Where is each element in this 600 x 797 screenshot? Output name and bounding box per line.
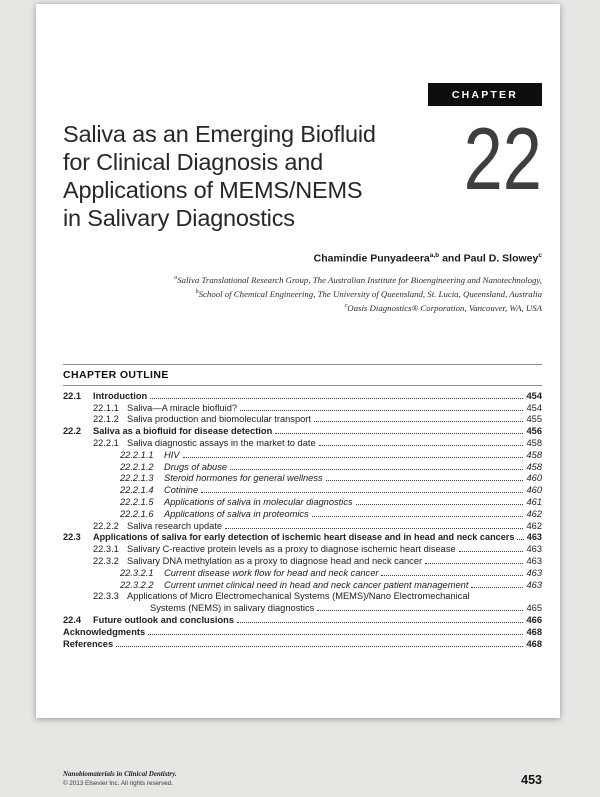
toc-entry <box>63 426 542 438</box>
toc-entry-title: Future outlook and conclusions <box>93 614 235 625</box>
dotted-leader <box>326 480 524 481</box>
toc-entry <box>120 580 542 592</box>
toc-entry <box>63 615 542 627</box>
toc-entry-number: 22.1.1 <box>93 402 119 413</box>
toc-entry <box>63 627 542 639</box>
toc-page-number: 468 <box>526 626 542 637</box>
toc-entry-title: Salivary C-reactive protein levels as a proxy to diagnose ischemic heart disease <box>127 544 456 555</box>
toc-page-number: 468 <box>526 638 542 649</box>
toc-entry-title: Applications of saliva in proteomics <box>164 508 309 519</box>
toc-entry-number: 22.2 <box>63 426 82 437</box>
dotted-leader <box>148 634 523 635</box>
dotted-leader <box>230 469 523 470</box>
toc-entry-number: 22.2.1.6 <box>120 508 154 519</box>
toc-page-number: 454 <box>526 390 542 401</box>
toc-entry-title: HIV <box>164 449 180 460</box>
toc-entry <box>93 438 542 450</box>
affiliation-text: Oasis Diagnostics® Corporation, Vancouver, WA, USA <box>347 303 542 314</box>
dotted-leader <box>356 504 524 505</box>
authors-connector: and <box>439 252 464 265</box>
toc-entry-title: Drugs of abuse <box>164 461 228 472</box>
toc-page-number: 460 <box>526 473 542 484</box>
affiliation-superscript: c <box>344 303 348 310</box>
toc-entry <box>63 639 542 651</box>
chapter-title-line: Applications of MEMS/NEMS <box>63 177 363 203</box>
toc-entry-title: Saliva—A miracle biofluid? <box>127 402 238 413</box>
toc-entry-title: Saliva research update <box>127 520 223 531</box>
toc-entry-number: 22.1.2 <box>93 414 119 425</box>
affiliation-text: Saliva Translational Research Group, The Australian Institute for Bioengineering and Nanotechnology, <box>177 274 542 285</box>
dotted-leader <box>517 539 523 540</box>
dotted-leader <box>150 398 523 399</box>
dotted-leader <box>240 410 523 411</box>
dotted-leader <box>319 445 524 446</box>
affiliation-superscript: b <box>195 288 199 295</box>
toc-page-number: 454 <box>526 402 542 413</box>
page-footer <box>63 770 542 787</box>
toc-entry-title: References <box>63 638 114 649</box>
chapter-title-line: for Clinical Diagnosis and <box>63 149 323 175</box>
toc-entry-number: 22.2.1.4 <box>120 485 154 496</box>
toc-entry-number: 22.3 <box>63 532 81 543</box>
toc-entry <box>150 603 542 615</box>
dotted-leader <box>275 433 523 434</box>
chapter-outline <box>63 364 542 651</box>
dotted-leader <box>116 646 523 647</box>
toc-page-number: 463 <box>526 544 542 555</box>
toc-page-number: 458 <box>526 437 542 448</box>
dotted-leader <box>201 492 523 493</box>
toc <box>63 391 542 651</box>
toc-entry <box>120 473 542 485</box>
toc-entry-title: Saliva production and biomolecular transport <box>127 414 311 425</box>
dotted-leader <box>312 516 524 517</box>
toc-entry-title: Saliva diagnostic assays in the market to date <box>127 437 316 448</box>
affiliation-line <box>63 272 542 286</box>
dotted-leader <box>183 457 524 458</box>
toc-entry-title: Introduction <box>93 390 148 401</box>
toc-entry-title: Current unmet clinical need in head and neck cancer patient management <box>164 579 469 590</box>
author-superscript: a,b <box>429 252 440 259</box>
chapter-outline-heading: CHAPTER OUTLINE <box>63 364 542 386</box>
copyright-notice: © 2013 Elsevier Inc. All rights reserved. <box>63 780 173 787</box>
chapter-header <box>63 109 542 232</box>
affiliations-block <box>63 272 542 315</box>
toc-entry-number: 22.2.1 <box>93 437 119 448</box>
toc-page-number: 466 <box>526 614 542 625</box>
toc-entry <box>120 509 542 521</box>
toc-entry <box>120 485 542 497</box>
toc-entry <box>93 403 542 415</box>
affiliation-superscript: a <box>174 274 178 281</box>
toc-entry-title: Applications of Micro Electromechanical Systems (MEMS)/Nano Electromechanical <box>127 591 470 602</box>
author-name: Paul D. Slowey <box>463 252 539 265</box>
toc-entry-title: Acknowledgments <box>63 626 146 637</box>
affiliation-line <box>63 286 542 300</box>
toc-page-number: 463 <box>526 555 542 566</box>
chapter-title-line: in Salivary Diagnostics <box>63 205 295 231</box>
toc-entry-number: 22.3.3 <box>93 591 119 602</box>
toc-page-number: 465 <box>526 603 542 614</box>
toc-entry-title: Current disease work flow for head and neck cancer <box>164 567 379 578</box>
dotted-leader <box>314 421 524 422</box>
toc-entry-title: Applications of saliva for early detection of ischemic heart disease and in head and neck cancers <box>93 532 515 543</box>
toc-entry <box>120 497 542 509</box>
toc-entry-number: 22.2.1.2 <box>120 461 154 472</box>
toc-entry <box>93 591 542 603</box>
toc-entry-number: 22.3.2 <box>93 555 119 566</box>
toc-entry-title: Applications of saliva in molecular diagnostics <box>164 496 353 507</box>
toc-page-number: 463 <box>526 579 542 590</box>
book-title: Nanobiomaterials in Clinical Dentistry. <box>63 770 177 778</box>
imprint-block <box>63 770 177 787</box>
toc-page-number: 455 <box>526 414 542 425</box>
toc-page-number: 462 <box>526 520 542 531</box>
affiliation-line <box>63 300 542 314</box>
toc-page-number: 463 <box>526 567 542 578</box>
toc-entry-title: Steroid hormones for general wellness <box>164 473 323 484</box>
document-page <box>36 4 560 787</box>
toc-entry <box>63 391 542 403</box>
dotted-leader <box>459 551 524 552</box>
dotted-leader <box>381 575 523 576</box>
toc-entry <box>120 462 542 474</box>
toc-entry-number: 22.3.2.1 <box>120 567 154 578</box>
toc-entry <box>93 556 542 568</box>
author-name: Chamindie Punyadeera <box>313 252 430 265</box>
toc-page-number: 458 <box>526 461 542 472</box>
dotted-leader <box>237 622 523 623</box>
author-superscript: c <box>538 252 542 259</box>
toc-entry-number: 22.2.1.3 <box>120 473 154 484</box>
page-number: 453 <box>521 773 542 787</box>
toc-entry-number: 22.2.1.1 <box>120 449 154 460</box>
toc-entry-title: Systems (NEMS) in salivary diagnostics <box>150 603 315 614</box>
toc-page-number: 460 <box>526 485 542 496</box>
toc-page-number: 463 <box>526 532 542 543</box>
toc-page-number: 461 <box>526 496 542 507</box>
toc-entry-title: Salivary DNA methylation as a proxy to diagnose head and neck cancer <box>127 555 423 566</box>
toc-entry-title: Cotinine <box>164 485 199 496</box>
toc-entry-number: 22.3.1 <box>93 544 119 555</box>
affiliation-text: School of Chemical Engineering, The University of Queensland, St. Lucia, Queensland, Australia <box>198 288 542 299</box>
toc-page-number: 456 <box>526 426 542 437</box>
chapter-badge <box>428 83 542 106</box>
toc-entry <box>120 450 542 462</box>
toc-page-number: 458 <box>526 449 542 460</box>
toc-page-number: 462 <box>526 508 542 519</box>
dotted-leader <box>317 610 523 611</box>
toc-entry <box>63 532 542 544</box>
toc-entry-number: 22.4 <box>63 614 82 625</box>
toc-entry <box>120 568 542 580</box>
chapter-badge-label: CHAPTER <box>451 89 518 101</box>
dotted-leader <box>425 563 523 564</box>
dotted-leader <box>471 587 523 588</box>
toc-entry-number: 22.2.1.5 <box>120 496 154 507</box>
chapter-title-line: Saliva as an Emerging Biofluid <box>63 121 376 147</box>
toc-entry-number: 22.2.2 <box>93 520 119 531</box>
toc-entry-number: 22.1 <box>63 390 82 401</box>
toc-entry <box>93 414 542 426</box>
toc-entry <box>93 521 542 533</box>
toc-entry-title: Saliva as a biofluid for disease detection <box>93 426 273 437</box>
authors-line <box>63 252 542 265</box>
dotted-leader <box>225 528 523 529</box>
chapter-number: 22 <box>463 109 542 208</box>
toc-entry <box>93 544 542 556</box>
chapter-title <box>63 120 376 232</box>
toc-entry-number: 22.3.2.2 <box>120 579 154 590</box>
